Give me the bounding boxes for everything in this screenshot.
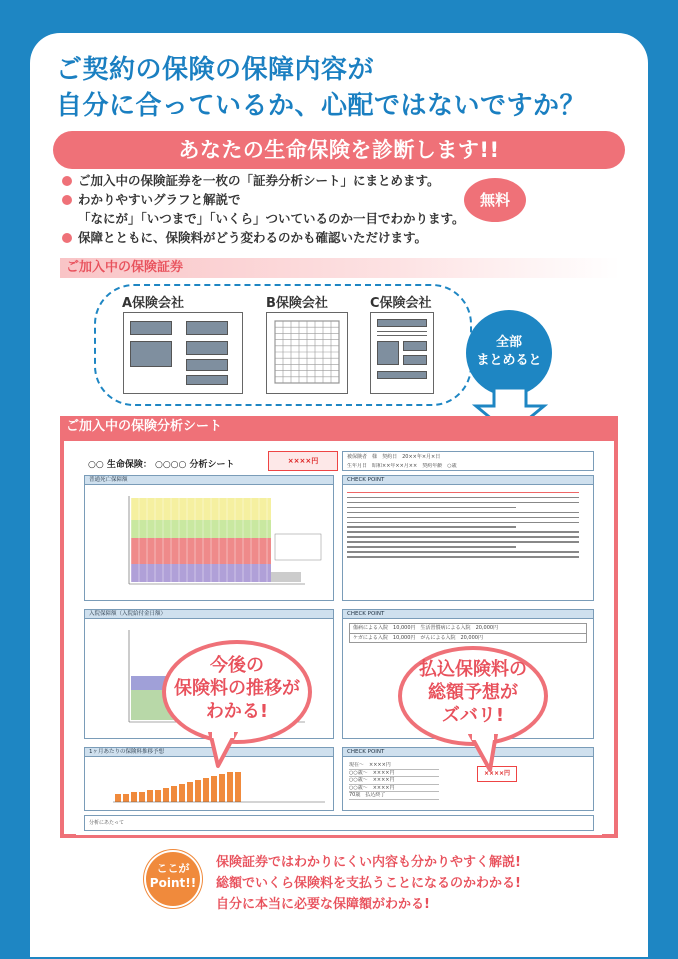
feature-item: わかりやすいグラフと解説で <box>62 190 492 209</box>
text-line <box>347 536 579 537</box>
company-c-label: C保険会社 <box>370 296 432 311</box>
premium-bar <box>139 792 145 802</box>
merge-all-badge: 全部 まとめると <box>466 310 552 396</box>
text-line <box>347 551 579 552</box>
text-line <box>347 497 579 498</box>
premium-row: ○○歳〜 ××××円 <box>349 770 439 778</box>
premium-row: ○○歳〜 ××××円 <box>349 785 439 793</box>
premium-bar <box>123 794 129 802</box>
policy-doc-c-icon <box>370 312 434 394</box>
premium-bar <box>187 782 193 802</box>
point-item: 自分に本当に必要な保障額がわかる! <box>216 897 430 912</box>
section-current-policies: ご加入中の保険証券 <box>60 258 620 278</box>
analysis-sheet-preview: ○○ 生命保険： ○○○○ 分析シート ××××円 普通死亡保障額 入院保障額（入院給付金日額） 1ヶ月あたりの保険料推移予想 分析にあたって 被保険者 様 契約日 20××年×月×日 生年月日 昭和××年××月×× 契約年齢 ○歳 CHECK POINT CHECK POINT 傷病による入院 10,000円 生活習慣病による入院 20,000円 ケガによる入院 10,000円 がんによる入院 20,000円 CHECK POINT 現在〜 ××××円 ○○歳〜 ××××円 ○○歳〜 ××××円 ○○歳〜 ××××円 70歳 払込終了 ××××円 <box>76 449 602 835</box>
sheet-title: ○○ 生命保険： ○○○○ 分析シート <box>88 460 235 470</box>
panel-death-coverage: 普通死亡保障額 <box>84 475 334 601</box>
headline-line1: ご契約の保険の保障内容が <box>56 55 375 85</box>
callout-left-tail-icon <box>206 732 246 772</box>
check-point-2: CHECK POINT 傷病による入院 10,000円 生活習慣病による入院 20,000円 ケガによる入院 10,000円 がんによる入院 20,000円 <box>342 609 594 739</box>
premium-bar <box>147 790 153 802</box>
feature-item-continued: 「なにが」「いつまで」「いくら」ついているのか一目でわかります。 <box>78 211 465 226</box>
text-line <box>347 492 579 493</box>
premium-total: ××××円 <box>477 766 517 782</box>
sheet-stamp: ××××円 <box>268 451 338 471</box>
callout-total-premium: 払込保険料の 総額予想が ズバリ! <box>398 646 548 746</box>
premium-bar <box>235 772 241 802</box>
premium-bar <box>211 776 217 802</box>
premium-bar <box>115 794 121 802</box>
premium-bar <box>227 772 233 802</box>
text-line <box>347 517 579 518</box>
check-point-1: CHECK POINT <box>342 475 594 601</box>
premium-row: ○○歳〜 ××××円 <box>349 777 439 785</box>
premium-bar <box>179 784 185 802</box>
text-line <box>347 556 579 557</box>
headline-line2: 自分に合っているか、心配ではないですか？ <box>56 91 587 121</box>
death-coverage-chart <box>85 486 333 601</box>
premium-bar <box>163 788 169 802</box>
premium-bar <box>219 774 225 802</box>
text-line <box>347 512 579 513</box>
headline <box>56 52 636 124</box>
company-b-label: B保険会社 <box>266 296 328 311</box>
point-item: 総額でいくら保険料を支払うことになるのかわかる! <box>216 876 521 891</box>
text-line <box>347 546 516 547</box>
text-line <box>347 531 579 532</box>
callout-right-tail-icon <box>468 734 508 774</box>
text-line <box>347 541 579 542</box>
feature-list <box>62 171 492 247</box>
free-badge: 無料 <box>464 178 526 222</box>
panel-premium-forecast: 1ヶ月あたりの保険料推移予想 <box>84 747 334 811</box>
panel-hospital-coverage: 入院保障額（入院給付金日額） <box>84 609 334 739</box>
premium-row: 70歳 払込終了 <box>349 792 439 800</box>
premium-bar <box>195 780 201 802</box>
premium-bar <box>171 786 177 802</box>
bullet-icon <box>62 176 72 186</box>
callout-premium-trend: 今後の 保険料の推移が わかる! <box>162 640 312 744</box>
policy-info-table: 被保険者 様 契約日 20××年×月×日 生年月日 昭和××年××月×× 契約年齢 ○歳 <box>342 451 594 471</box>
point-item: 保険証券ではわかりにくい内容も分かりやすく解説! <box>216 855 521 870</box>
bullet-icon <box>62 195 72 205</box>
bullet-icon <box>62 233 72 243</box>
diagnosis-banner: あなたの生命保険を診断します!! <box>53 131 625 169</box>
point-badge: ここが Point!! <box>146 852 200 906</box>
policy-doc-b-icon <box>266 312 348 394</box>
section-analysis-sheet: ご加入中の保険分析シート <box>60 416 618 438</box>
text-line <box>347 526 516 527</box>
feature-item: ご加入中の保険証券を一枚の「証券分析シート」にまとめます。 <box>62 171 492 190</box>
company-a-label: A保険会社 <box>122 296 185 311</box>
premium-bar <box>155 790 161 802</box>
premium-bar <box>131 792 137 802</box>
premium-row: 現在〜 ××××円 <box>349 762 439 770</box>
feature-item: 保障とともに、保険料がどう変わるのかも確認いただけます。 <box>62 228 492 247</box>
premium-bar <box>203 778 209 802</box>
text-line <box>347 507 516 508</box>
text-line <box>347 502 579 503</box>
policy-doc-a-icon <box>123 312 243 394</box>
text-line <box>347 522 579 523</box>
check-point-3: CHECK POINT 現在〜 ××××円 ○○歳〜 ××××円 ○○歳〜 ××××円 ○○歳〜 ××××円 70歳 払込終了 ××××円 <box>342 747 594 811</box>
point-list <box>216 852 521 915</box>
